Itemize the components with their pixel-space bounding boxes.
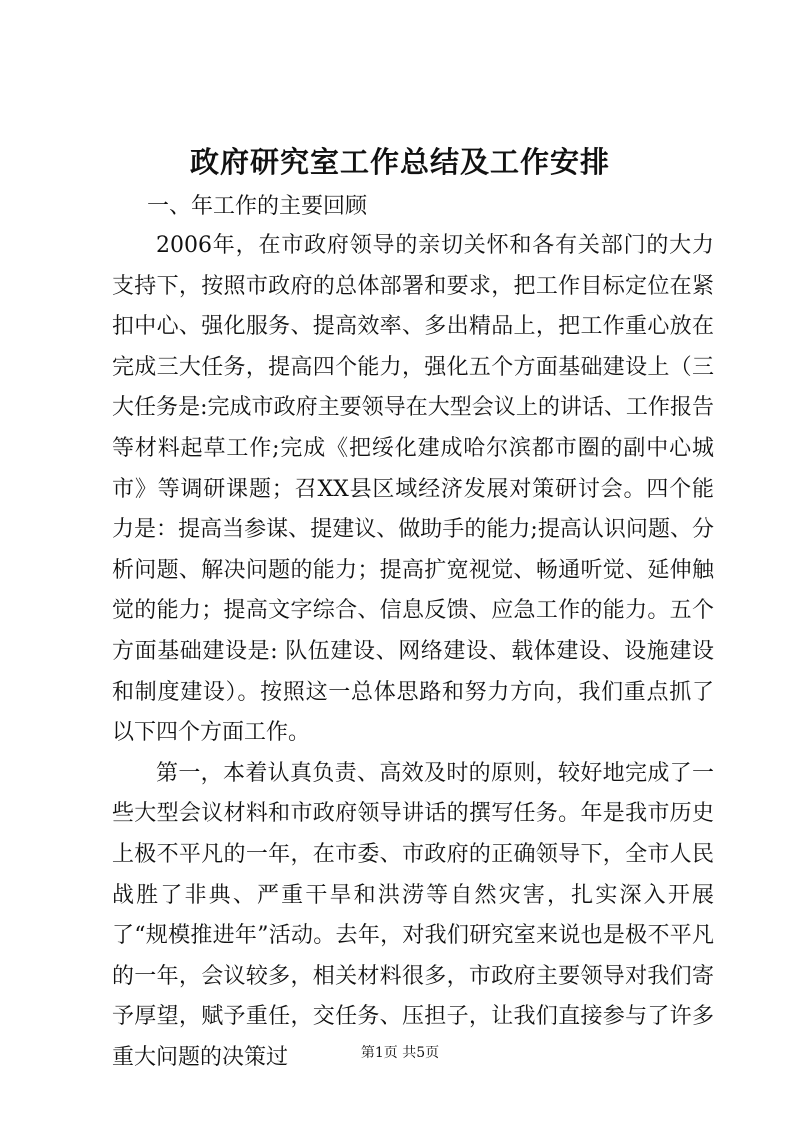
page-indicator: 第1页 共5页 bbox=[360, 1045, 440, 1061]
document-body bbox=[112, 226, 714, 1078]
paragraph-1: 2006年，在市政府领导的亲切关怀和各有关部门的大力支持下，按照市政府的总体部署和要求，把工作目标定位在紧扣中心、强化服务、提高效率、多出精品上，把工作重心放在完成三大任务，提高四个能力，强化五个方面基础建设上（三大任务是:完成市政府主要领导在大型会议上的讲话、工作报告等材料起草工作;完成《把绥化建成哈尔滨都市圈的副中心城市》等调研课题；召XX县区域经济发展对策研讨会。四个能力是：提高当参谋、提建议、做助手的能力;提高认识问题、分析问题、解决问题的能力；提高扩宽视觉、畅通听觉、延伸触觉的能力；提高文字综合、信息反馈、应急工作的能力。五个方面基础建设是: 队伍建设、网络建设、载体建设、设施建设和制度建设）。按照这一总体思路和努力方向，我们重点抓了以下四个方面工作。 bbox=[112, 233, 714, 746]
page-footer bbox=[0, 1043, 800, 1063]
paragraph-2: 第一，本着认真负责、高效及时的原则，较好地完成了一些大型会议材料和市政府领导讲话的撰写任务。年是我市历史上极不平凡的一年，在市委、市政府的正确领导下，全市人民战胜了非典、严重干旱和洪涝等自然灾害，扎实深入开展了“规模推进年”活动。去年，对我们研究室来说也是极不平凡的一年，会议较多，相关材料很多，市政府主要领导对我们寄予厚望，赋予重任，交任务、压担子，让我们直接参与了许多重大问题的决策过 bbox=[112, 760, 714, 1070]
section-heading: 一、年工作的主要回顾 bbox=[147, 194, 368, 219]
document-title: 政府研究室工作总结及工作安排 bbox=[189, 145, 610, 179]
